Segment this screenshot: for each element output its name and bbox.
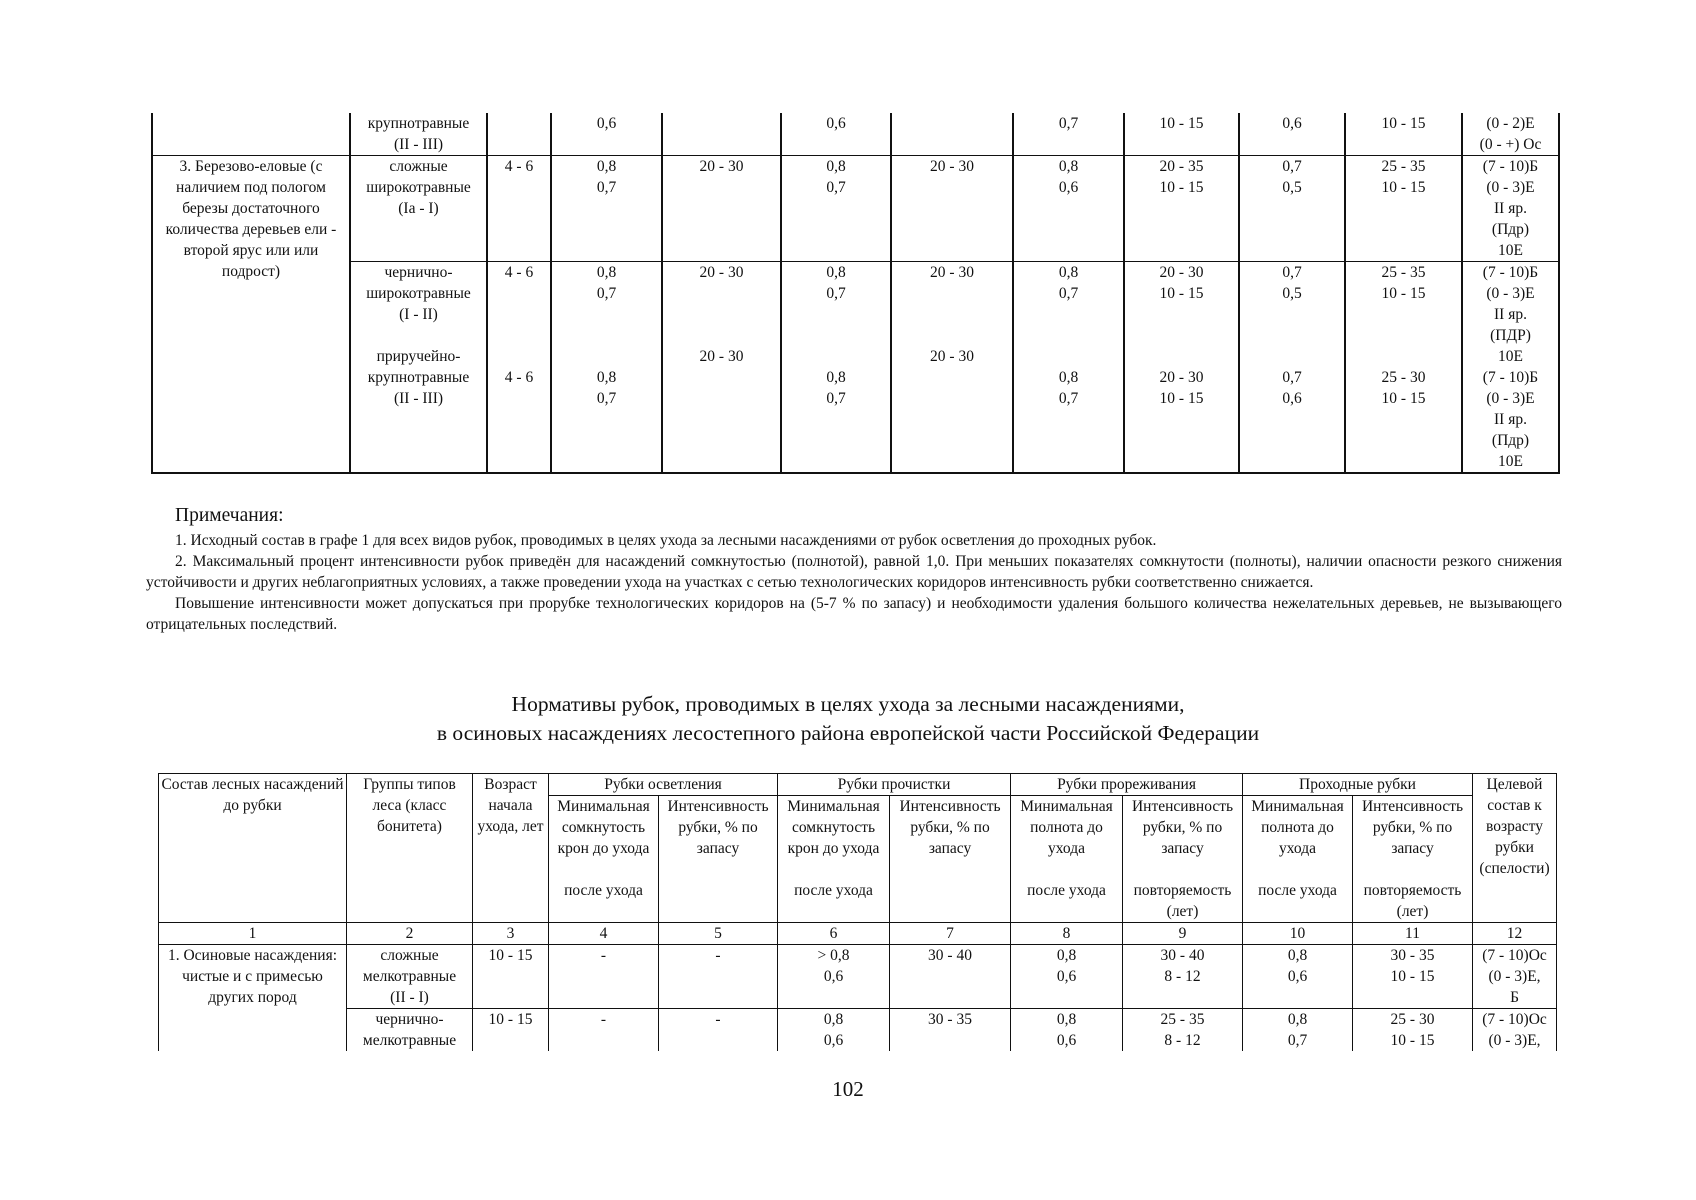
- title-line: Нормативы рубок, проводимых в целях ухода за лесными насаждениями,: [511, 692, 1185, 716]
- table-cell: 10 - 15: [1345, 113, 1462, 156]
- header-start-age: Возраст начала ухода, лет: [473, 774, 549, 923]
- table-cell: 0,8 0,6: [1013, 156, 1124, 262]
- header-intensity: Интенсивность рубки, % по запасу: [890, 796, 1011, 923]
- column-number: 12: [1473, 922, 1557, 944]
- table-cell: [662, 113, 781, 156]
- header-thinning-cuttings: Рубки прореживания: [1011, 774, 1243, 796]
- table-cell: 0,6: [551, 113, 662, 156]
- header-composition: Состав лесных насаждений до рубки: [159, 774, 347, 923]
- forest-type-group-cell: сложные широкотравные (Ia - I): [350, 156, 487, 262]
- forest-type-group-cell: крупнотравные (II - III): [350, 113, 487, 156]
- composition-cell: [152, 113, 350, 156]
- table-cell: > 0,8 0,6: [778, 944, 890, 1008]
- start-age-cell: 4 - 6 4 - 6: [487, 262, 551, 474]
- title-line: в осиновых насаждениях лесостепного района европейской части Российской Федерации: [436, 721, 1260, 745]
- table-cell: 0,6: [1239, 113, 1345, 156]
- table-cell: 20 - 30 10 - 15 20 - 30 10 - 15: [1124, 262, 1239, 474]
- header-after-care: после ухода: [778, 880, 890, 923]
- notes-section: [146, 505, 1562, 635]
- table-cell: 20 - 30: [662, 156, 781, 262]
- table-cell: 30 - 40 8 - 12: [1123, 944, 1243, 1008]
- column-number: 4: [549, 922, 659, 944]
- forest-type-group-cell: чернично- мелкотравные: [347, 1008, 473, 1051]
- header-passing-cuttings: Проходные рубки: [1243, 774, 1473, 796]
- table-row: [159, 1008, 1557, 1051]
- table-cell: 0,8 0,6: [1243, 944, 1353, 1008]
- header-clearing-cuttings: Рубки осветления: [549, 774, 778, 796]
- column-number-row: [159, 922, 1557, 944]
- header-repeatability: повторяемость (лет): [1353, 880, 1473, 923]
- header-after-care: после ухода: [1243, 880, 1353, 923]
- table-cell: 30 - 35: [890, 1008, 1011, 1051]
- header-forest-type-groups: Группы типов леса (класс бонитета): [347, 774, 473, 923]
- table-cell: 0,7 0,5: [1239, 156, 1345, 262]
- forest-type-group-cell: чернично- широкотравные (I - II) приручейно- крупнотравные (II - III): [350, 262, 487, 474]
- table-cell: 0,8 0,7: [781, 156, 891, 262]
- table-cell: 0,7 0,5 0,7 0,6: [1239, 262, 1345, 474]
- header-intensity: Интенсивность рубки, % по запасу: [1123, 796, 1243, 880]
- table-cell: 20 - 30: [891, 156, 1013, 262]
- note-item: Повышение интенсивности может допускаться при прорубке технологических коридоров на (5-7 % по запасу) и необходимости удаления большого количества нежелательных деревьев, не вызывающего отрицательных последствий.: [146, 595, 1562, 633]
- start-age-cell: 10 - 15: [473, 944, 549, 1008]
- composition-cell: 1. Осиновые насаждения: чистые и с примесью других пород: [159, 944, 347, 1051]
- table-cell: 25 - 35 10 - 15: [1345, 156, 1462, 262]
- table-cell: 25 - 35 8 - 12: [1123, 1008, 1243, 1051]
- continued-cutting-table: [151, 113, 1560, 474]
- target-composition-cell: (7 - 10)Ос (0 - 3)Е,: [1473, 1008, 1557, 1051]
- target-composition-cell: (7 - 10)Ос (0 - 3)Е, Б: [1473, 944, 1557, 1008]
- table-cell: 20 - 30 20 - 30: [662, 262, 781, 474]
- page-title: [0, 690, 1696, 748]
- header-intensity: Интенсивность рубки, % по запасу: [1353, 796, 1473, 880]
- table-cell: 20 - 35 10 - 15: [1124, 156, 1239, 262]
- column-number: 11: [1353, 922, 1473, 944]
- start-age-cell: 4 - 6: [487, 156, 551, 262]
- header-min-density: Минимальная полнота до ухода: [1243, 796, 1353, 880]
- column-number: 9: [1123, 922, 1243, 944]
- table-cell: 0,6: [781, 113, 891, 156]
- header-after-care: после ухода: [549, 880, 659, 923]
- table-cell: 0,7: [1013, 113, 1124, 156]
- header-after-care: после ухода: [1011, 880, 1123, 923]
- table-cell: 0,8 0,7 0,8 0,7: [1013, 262, 1124, 474]
- table-row: [152, 113, 1559, 156]
- table-cell: 10 - 15: [1124, 113, 1239, 156]
- table-row: [152, 262, 1559, 474]
- page-number: 102: [832, 1077, 864, 1101]
- start-age-cell: [487, 113, 551, 156]
- table-cell: 0,8 0,7 0,8 0,7: [551, 262, 662, 474]
- table-cell: [891, 113, 1013, 156]
- table-cell: 0,8 0,7 0,8 0,7: [781, 262, 891, 474]
- table-cell: 20 - 30 20 - 30: [891, 262, 1013, 474]
- table-row: [152, 156, 1559, 262]
- start-age-cell: 10 - 15: [473, 1008, 549, 1051]
- table-cell: 25 - 30 10 - 15: [1353, 1008, 1473, 1051]
- header-target-composition: Целевой состав к возрасту рубки (спелости): [1473, 774, 1557, 923]
- column-number: 7: [890, 922, 1011, 944]
- table-cell: -: [549, 1008, 659, 1051]
- table-cell: 30 - 35 10 - 15: [1353, 944, 1473, 1008]
- column-number: 10: [1243, 922, 1353, 944]
- header-min-density: Минимальная полнота до ухода: [1011, 796, 1123, 880]
- table-cell: -: [659, 944, 778, 1008]
- target-composition-cell: (0 - 2)Е (0 - +) Ос: [1462, 113, 1559, 156]
- table-cell: 0,8 0,7: [551, 156, 662, 262]
- table-cell: -: [549, 944, 659, 1008]
- forest-type-group-cell: сложные мелкотравные (II - I): [347, 944, 473, 1008]
- column-number: 5: [659, 922, 778, 944]
- table-cell: -: [659, 1008, 778, 1051]
- table-row: [159, 944, 1557, 1008]
- table-cell: 0,8 0,6: [1011, 944, 1123, 1008]
- column-number: 6: [778, 922, 890, 944]
- column-number: 1: [159, 922, 347, 944]
- table-cell: 0,8 0,6: [1011, 1008, 1123, 1051]
- aspen-cutting-norms-table: [158, 773, 1557, 1051]
- header-repeatability: повторяемость (лет): [1123, 880, 1243, 923]
- header-intensity: Интенсивность рубки, % по запасу: [659, 796, 778, 923]
- header-cleaning-cuttings: Рубки прочистки: [778, 774, 1011, 796]
- target-composition-cell: (7 - 10)Б (0 - 3)Е II яр. (ПДР) 10Е (7 - 10)Б (0 - 3)Е II яр. (Пдр) 10Е: [1462, 262, 1559, 474]
- note-item: 2. Максимальный процент интенсивности рубок приведён для насаждений сомкнутостью (полнотой), равной 1,0. При меньших показателях сомкнутости (полноты), наличии опасности резкого снижения устойчивости и других неблагоприятных условиях, а также проведении ухода на участках с сетью технологических коридоров интенсивность рубки соответственно снижается.: [146, 553, 1562, 591]
- composition-cell: 3. Березово-еловые (с наличием под пологом березы достаточного количества деревьев ели - второй ярус или или подрост): [152, 156, 350, 474]
- header-min-closure: Минимальная сомкнутость крон до ухода: [549, 796, 659, 880]
- table-cell: 0,8 0,7: [1243, 1008, 1353, 1051]
- note-item: 1. Исходный состав в графе 1 для всех видов рубок, проводимых в целях ухода за лесными насаждениями от рубок осветления до проходных рубок.: [175, 532, 1157, 549]
- table-cell: 0,8 0,6: [778, 1008, 890, 1051]
- column-number: 2: [347, 922, 473, 944]
- column-number: 8: [1011, 922, 1123, 944]
- notes-heading: Примечания:: [175, 505, 284, 526]
- target-composition-cell: (7 - 10)Б (0 - 3)Е II яр. (Пдр) 10Е: [1462, 156, 1559, 262]
- table-cell: 25 - 35 10 - 15 25 - 30 10 - 15: [1345, 262, 1462, 474]
- header-row: [159, 774, 1557, 796]
- header-min-closure: Минимальная сомкнутость крон до ухода: [778, 796, 890, 880]
- table-cell: 30 - 40: [890, 944, 1011, 1008]
- column-number: 3: [473, 922, 549, 944]
